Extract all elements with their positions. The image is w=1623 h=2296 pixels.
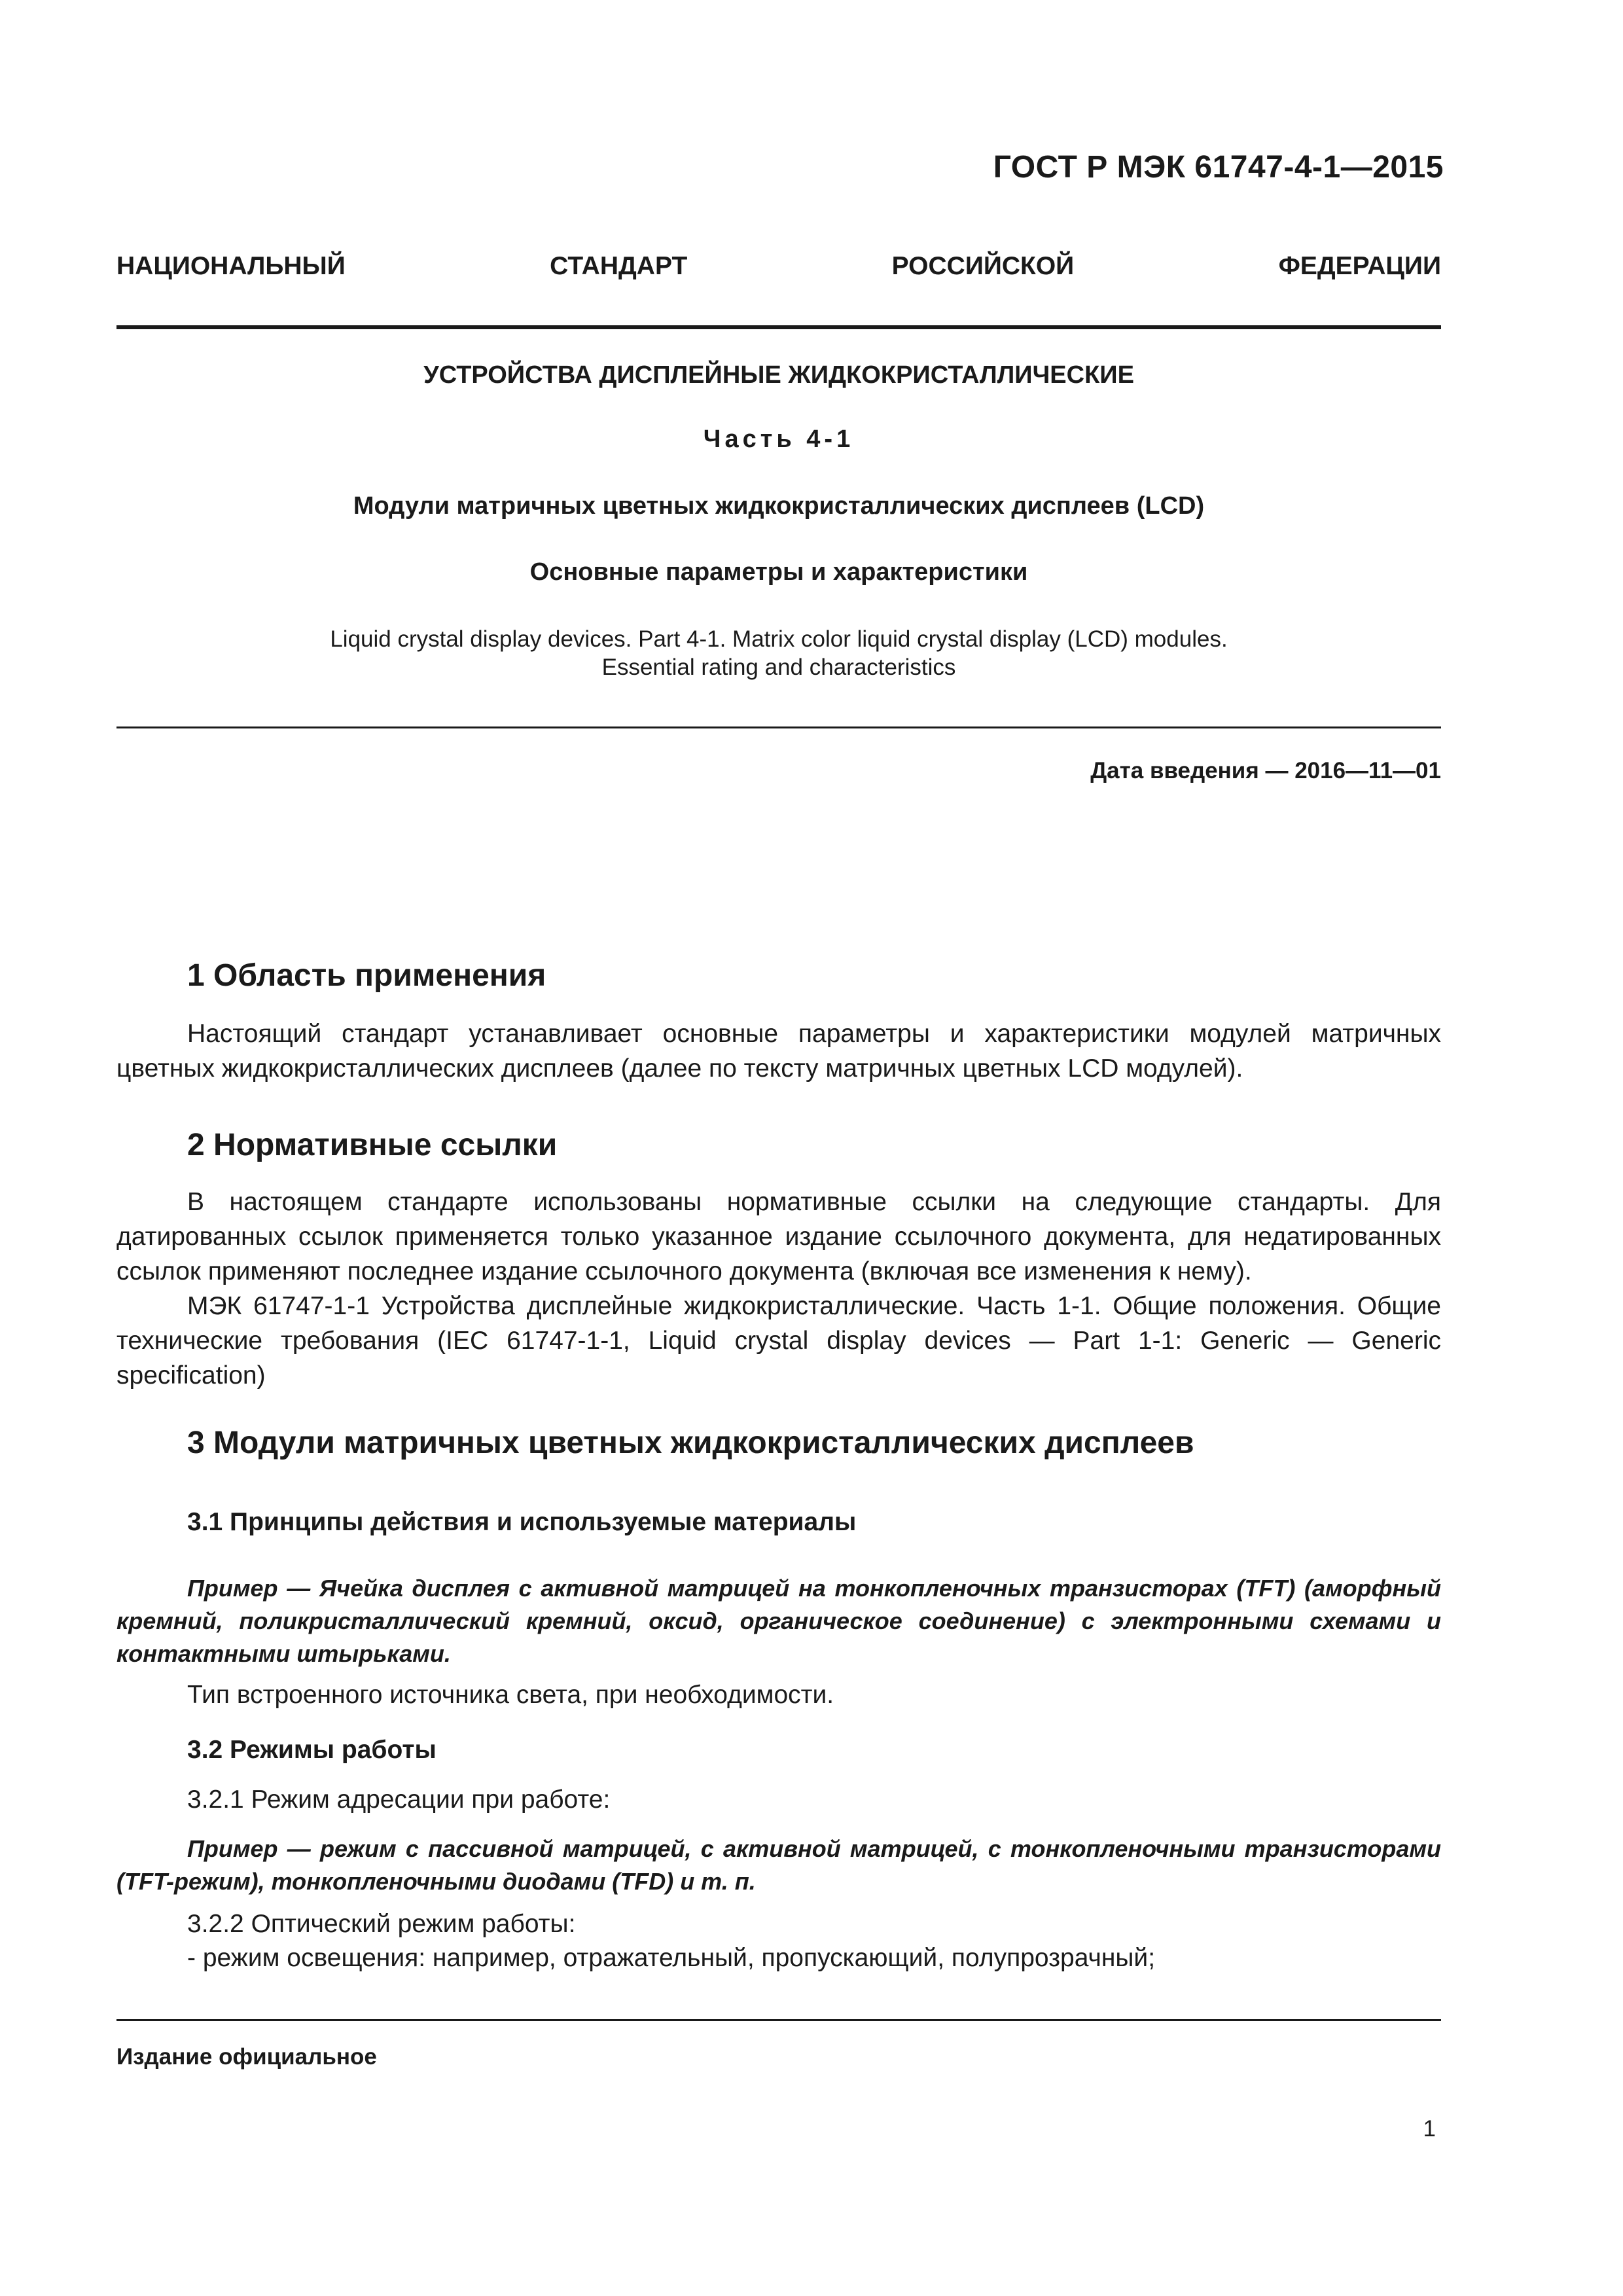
english-title-line-2: Essential rating and characteristics [601, 655, 956, 680]
section-3-heading: 3 Модули матричных цветных жидкокристаллических дисплеев [187, 1426, 1194, 1460]
edition-label: Издание официальное [116, 2044, 377, 2070]
national-standard-header [116, 252, 1441, 281]
introduction-date: Дата введения — 2016—11—01 [1090, 758, 1441, 783]
section-3-2-2: 3.2.2 Оптический режим работы: [187, 1910, 576, 1938]
section-3-2-heading: 3.2 Режимы работы [187, 1736, 437, 1764]
section-3-2-1: 3.2.1 Режим адресации при работе: [187, 1785, 611, 1814]
header-word-4: ФЕДЕРАЦИИ [1278, 252, 1441, 280]
document-subtitle-2: Основные параметры и характеристики [529, 558, 1028, 586]
page-number: 1 [1423, 2116, 1436, 2142]
document-title: УСТРОЙСТВА ДИСПЛЕЙНЫЕ ЖИДКОКРИСТАЛЛИЧЕСКИЕ [423, 361, 1134, 389]
title-divider [116, 726, 1441, 728]
section-2-reference: МЭК 61747-1-1 Устройства дисплейные жидкокристаллические. Часть 1-1. Общие положения. Общие технические требования (IEC 61747-1-1, Liquid crystal display devices — Part 1-1: Generic — Generic specification) [116, 1292, 1441, 1390]
section-2-text: В настоящем стандарте использованы нормативные ссылки на следующие стандарты. Для датированных ссылок применяется только указанное издание ссылочного документа, для недатированных ссылок применяют последнее издание ссылочного документа (включая все изменения к нему). [116, 1188, 1441, 1285]
section-3-1-heading: 3.1 Принципы действия и используемые материалы [187, 1508, 857, 1536]
footer-divider [116, 2019, 1441, 2021]
section-3-1-example: Пример — Ячейка дисплея с активной матрицей на тонкопленочных транзисторах (TFT) (аморфный кремний, поликристаллический кремний, оксид, органическое соединение) с электронными схемами и контактными штырьками. [116, 1575, 1441, 1667]
header-word-1: НАЦИОНАЛЬНЫЙ [116, 252, 346, 280]
section-3-2-1-example: Пример — режим с пассивной матрицей, с активной матрицей, с тонкопленочными транзисторами (TFT-режим), тонкопленочными диодами (TFD) и т. п. [116, 1835, 1441, 1895]
document-part: Часть 4-1 [703, 425, 855, 453]
section-1-heading: 1 Область применения [187, 958, 546, 993]
english-title-line-1: Liquid crystal display devices. Part 4-1. Matrix color liquid crystal display (LCD) modules. [330, 626, 1228, 652]
section-2-heading: 2 Нормативные ссылки [187, 1128, 558, 1162]
header-word-2: СТАНДАРТ [550, 252, 688, 280]
document-id: ГОСТ Р МЭК 61747-4-1—2015 [993, 150, 1444, 185]
header-word-3: РОССИЙСКОЙ [891, 252, 1075, 280]
document-subtitle: Модули матричных цветных жидкокристаллических дисплеев (LCD) [353, 492, 1205, 520]
section-3-2-2-item: - режим освещения: например, отражательный, пропускающий, полупрозрачный; [187, 1944, 1156, 1972]
section-3-1-text: Тип встроенного источника света, при необходимости. [187, 1681, 834, 1709]
top-divider [116, 325, 1441, 329]
section-1-text: Настоящий стандарт устанавливает основные параметры и характеристики модулей матричных цветных жидкокристаллических дисплеев (далее по тексту матричных цветных LCD модулей). [116, 1020, 1441, 1083]
